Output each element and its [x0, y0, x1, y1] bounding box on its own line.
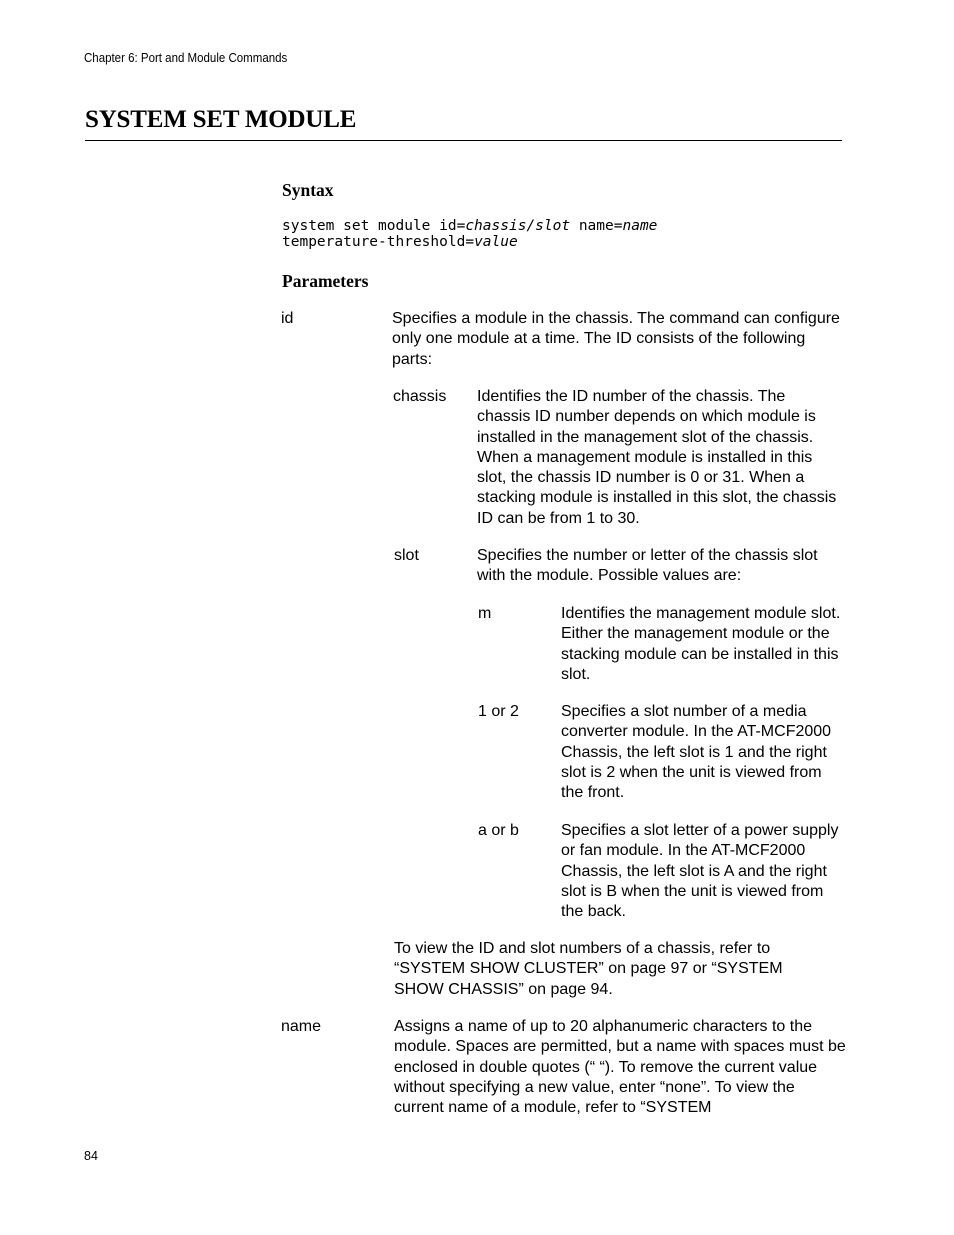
- syntax-chassis-var: chassis: [465, 218, 527, 234]
- title-rule: [85, 140, 842, 141]
- syntax-line-2: [282, 234, 657, 250]
- syntax-slot-var: slot: [535, 218, 571, 234]
- param-slot-term: slot: [394, 547, 419, 564]
- param-name-term: name: [281, 1018, 322, 1035]
- param-id-term: id: [281, 310, 294, 327]
- slot-value-1or2-desc: Specifies a slot number of a media converter module. In the AT-MCF2000 Chassis, the left slot is 1 and the right slot is 2 when the unit is viewed from the front.: [561, 703, 832, 802]
- syntax-block: [282, 218, 657, 250]
- page-number: 84: [84, 1149, 98, 1163]
- syntax-name-var: name: [622, 218, 658, 234]
- slot-value-m-term: m: [478, 605, 492, 622]
- syntax-name-keyword: name=: [570, 218, 623, 234]
- slot-value-1or2-term: 1 or 2: [478, 703, 519, 720]
- param-name-desc: Assigns a name of up to 20 alphanumeric characters to the module. Spaces are permitted, but a name with spaces must be enclosed in double quotes (“ “). To remove the current value without specifying a new value, enter “none”. To view the current name of a module, refer to “SYSTEM: [394, 1018, 846, 1117]
- syntax-cmd: system set module id=: [282, 218, 466, 234]
- param-slot-desc: Specifies the number or letter of the chassis slot with the module. Possible values are:: [477, 547, 818, 585]
- param-id-note: To view the ID and slot numbers of a chassis, refer to “SYSTEM SHOW CLUSTER” on page 97 or “SYSTEM SHOW CHASSIS” on page 94.: [394, 940, 783, 998]
- syntax-threshold-keyword: temperature-threshold=: [282, 234, 475, 250]
- syntax-heading: Syntax: [282, 180, 334, 200]
- param-chassis-desc: Identifies the ID number of the chassis. The chassis ID number depends on which module is installed in the management slot of the chassis. When a management module is installed in this slot, the chassis ID number is 0 or 31. When a stacking module is installed in this slot, the chassis ID can be from 1 to 30.: [477, 388, 837, 527]
- syntax-separator: /: [526, 218, 536, 234]
- param-chassis-term: chassis: [393, 388, 447, 405]
- param-id-desc: Specifies a module in the chassis. The command can configure only one module at a time. The ID consists of the following parts:: [392, 310, 840, 368]
- slot-value-m-desc: Identifies the management module slot. Either the management module or the stacking module can be installed in this slot.: [561, 605, 841, 683]
- parameters-heading: Parameters: [282, 271, 369, 291]
- slot-value-aorb-desc: Specifies a slot letter of a power supply or fan module. In the AT-MCF2000 Chassis, the left slot is A and the right slot is B when the unit is viewed from the back.: [561, 822, 839, 921]
- syntax-value-var: value: [474, 234, 518, 250]
- slot-value-aorb-term: a or b: [478, 822, 519, 839]
- syntax-line-1: [282, 218, 657, 234]
- running-head: Chapter 6: Port and Module Commands: [84, 51, 288, 65]
- page-title: SYSTEM SET MODULE: [85, 106, 357, 133]
